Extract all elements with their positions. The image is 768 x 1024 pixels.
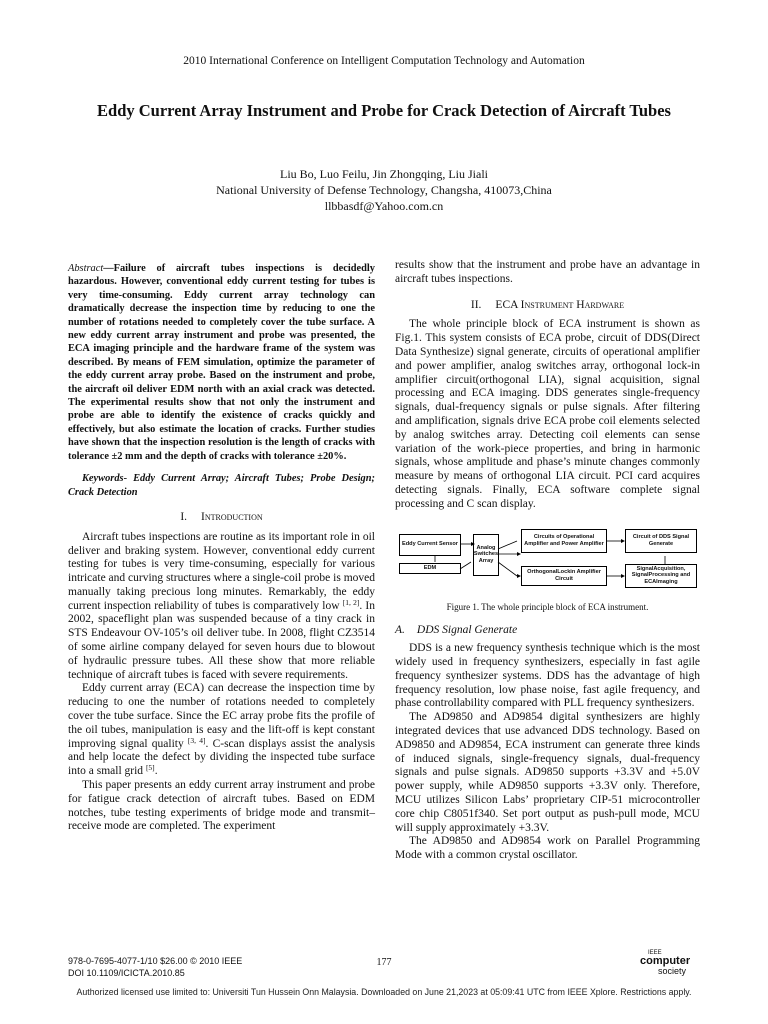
citation: [5] [145,763,155,773]
doi[interactable]: DOI 10.1109/ICICTA.2010.85 [68,968,185,978]
text-run: . In 2002, spaceflight plan was suspended because of a tiny crack in STS Endeavour OV-105’s oil deliver tube. In 2008, flight CZ3514 of some airline company delayed for seven hours due to blowout of hydraulic pressure tubes. All these show that more reliable technique of aircraft tubes is faced with severe requirements. [68,599,375,681]
keywords: Keywords- Eddy Current Array; Aircraft Tubes; Probe Design; Crack Detection [68,473,375,498]
section-heading-hardware [395,299,700,313]
subsection-heading-dds [395,624,700,638]
text-run: Aircraft tubes inspections are routine as its important role in oil deliver and braking system. However, conventional eddy current testing for tubes is very time-consuming, especially for various intricate and curving structures where a single-coil probe is moved manually taking precious long minutes. Remarkably, the eddy current inspection reliability of tubes is comparatively low [68,530,375,612]
affiliation: National University of Defense Technology, Changsha, 410073,China [216,183,552,197]
paper-title: Eddy Current Array Instrument and Probe for Crack Detection of Aircraft Tubes [97,101,671,120]
intro-paragraph-3: This paper presents an eddy current array instrument and probe for fatigue crack detection of aircraft tubes. Based on EDM notches, tube testing experiments of bridge mode and transmit–receive mode are completed. The experiment [68,779,375,833]
logo-text: IEEE [648,950,662,956]
page-number: 177 [376,957,392,968]
dds-box: Circuit of DDS Signal Generate [625,529,697,553]
left-column [68,262,375,834]
section-heading-introduction [68,511,375,525]
analog-switches-box: Analog Switches Array [473,534,499,576]
intro-paragraph-1 [68,531,375,683]
text-run: . C-scan displays assist the analysis and help locate the defect by dividing the inspected tube surface into a small grid [68,737,376,778]
logo-text: computer [640,955,691,967]
intro-paragraph-2 [68,682,375,779]
author-names: Liu Bo, Luo Feilu, Jin Zhongqing, Liu Jiali [280,167,488,181]
section-number: II. [470,298,482,311]
email[interactable]: llbbasdf@Yahoo.com.cn [324,199,444,213]
section-title: ECA Instrument Hardware [495,298,625,311]
eddy-current-sensor-box: Eddy Current Sensor [399,534,461,556]
subsection-number: A. [395,624,405,637]
text-run: Eddy current array (ECA) can decrease the inspection time by reducing to one the number of rotations needed to completely cover the tube surface. Since the EC array probe fits the profile of the oil tubes, manipulation is easy and the lift-off is kept constant improving signal quality [68,682,375,750]
license-notice: Authorized licensed use limited to: Universiti Tun Hussein Onn Malaysia. Downloaded on June 21,2023 at 05:09:41 UTC from IEEE Xplore. Restrictions apply. [76,987,692,997]
section-number: I. [180,510,188,523]
abstract [68,262,375,463]
conference-header: 2010 International Conference on Intelligent Computation Technology and Automation [183,55,585,67]
author-block [0,166,768,214]
dds-paragraph-2: The AD9850 and AD9854 digital synthesizers are highly integrated devices that use advanced DDS technology. Based on AD9850 and AD9854, ECA instrument can generate three kinds of induced signals, single-frequency signals, dual-frequency signals and pulse signals. AD9850 supports +3.3V and +5.0V power supply, while AD9850 supports +3.3V only. Therefore, MCU utilizes Silicon Labs’ proprietary CIP-51 microcontroller core chip C8051f340. Set port output as push-pull mode, MCU will supply approximately +3.3V. [395,711,700,834]
lockin-box: OrthogonalLockin Amplifier Circuit [521,566,607,586]
ieee-computer-society-logo [628,950,698,976]
abstract-lead: Abstract [68,263,104,274]
edm-box: EDM [399,563,461,574]
subsection-title: DDS Signal Generate [416,624,518,637]
text-run: . [154,765,158,778]
hardware-paragraph-1: The whole principle block of ECA instrument is shown as Fig.1. This system consists of ECA probe, circuit of DDS(Direct Data Synthesize) signal generate, circuits of operational amplifier and power amplifier, analog switches array, orthogonal lock-in amplifier circuit(orthogonal LIA), signal acquisition, signal processing and ECA imaging. DDS generates single-frequency signals, dual-frequency signals or pulse signals. After filtering and amplification, signals drive ECA probe coil elements selected by analog switches array. Detecting coil elements can sense variation of the work-piece properties, and bring in harmonic signals, whose amplitude and phase’s minute changes commonly measure by means of orthogonal LIA circuit. PCI card acquires detecting signals. Finally, ECA software complete signal processing and C scan display. [395,318,700,510]
right-column [395,259,700,863]
section-title: Introduction [201,510,263,523]
dds-paragraph-1: DDS is a new frequency synthesis technique which is the most widely used in frequency synthesizers, especially in fast agile frequency synthesizer systems. DDS has the advantage of high frequency resolution, low phase noise, fast agile frequency, and phase controllability compared with PLL frequency synthesizers. [395,642,700,710]
intro-continuation: results show that the instrument and probe have an advantage in aircraft tubes inspections. [395,259,700,285]
citation: [3, 4] [187,735,206,745]
opamp-box: Circuits of Operational Amplifier and Power Amplifier [521,529,607,553]
dds-paragraph-3: The AD9850 and AD9854 work on Parallel Programming Mode with a common crystal oscillator. [395,835,700,862]
block-diagram-figure [395,524,700,598]
isbn: 978-0-7695-4077-1/10 $26.00 © 2010 IEEE [68,956,243,966]
citation: [1, 2] [342,597,360,607]
acquisition-box: SignalAcquisition, SignalProcessing and ECAImaging [625,564,697,588]
abstract-text: —Failure of aircraft tubes inspections is decidedly hazardous. However, conventional eddy current testing for tubes is very time-consuming. Eddy current array technology can dramatically decrease the inspection time by reducing to one the number of rotations needed to completely cover the tube surface. A new eddy current array instrument and probe was presented, the ECA imaging principle and the hardware frame of the system was described. By means of FEM simulation, optimize the parameter of the eddy current array probe. Based on the instrument and probe, the aircraft oil deliver EDM north with an axial crack was detected. The experimental results show that not only the instrument and probe are able to identify the existence of cracks quickly and effectively, but also estimate the location of cracks. Further studies have shown that the inspection resolution is the length of cracks with tolerance ±2 mm and the depth of cracks with tolerance ±20%. [68,263,375,462]
logo-text: society [658,966,687,976]
figure-caption: Figure 1. The whole principle block of ECA instrument. [446,601,649,612]
